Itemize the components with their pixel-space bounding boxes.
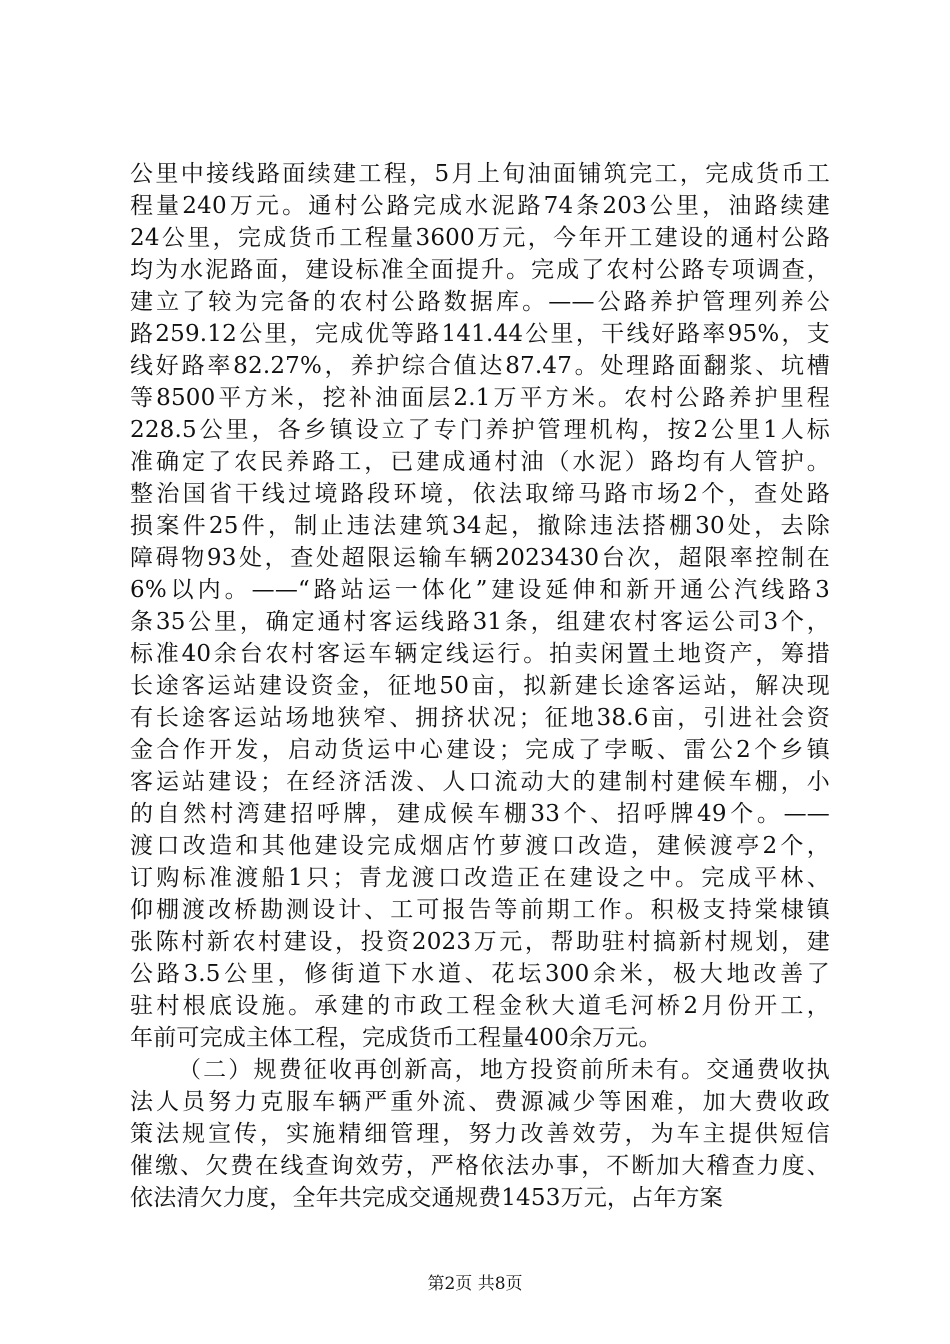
text-line: （二）规费征收再创新高，地方投资前所未有。交通费收执 (178, 1057, 830, 1083)
text-line: 228.5公里，各乡镇设立了专门养护管理机构，按2公里1人标 (130, 417, 830, 443)
text-line: 24公里，完成货币工程量3600万元，今年开工建设的通村公路 (130, 225, 830, 251)
text-line: 条35公里，确定通村客运线路31条，组建农村客运公司3个， (130, 609, 830, 635)
text-line: 整治国省干线过境路段环境，依法取缔马路市场2个，查处路 (130, 481, 830, 507)
page-footer: 第2页 共8页 (427, 1274, 523, 1294)
text-line: 订购标准渡船1只；青龙渡口改造正在建设之中。完成平林、 (130, 865, 830, 891)
text-line: 年前可完成主体工程，完成货币工程量400余万元。 (130, 1025, 662, 1051)
text-line: 均为水泥路面，建设标准全面提升。完成了农村公路专项调查， (130, 257, 830, 283)
text-line: 渡口改造和其他建设完成烟店竹萝渡口改造，建候渡亭2个， (130, 833, 830, 859)
text-line: 公里中接线路面续建工程，5月上旬油面铺筑完工，完成货币工 (130, 161, 830, 187)
text-line: 依法清欠力度，全年共完成交通规费1453万元，占年方案 (130, 1185, 723, 1211)
text-line: 的自然村湾建招呼牌，建成候车棚33个、招呼牌49个。—— (130, 801, 830, 827)
text-line: 张陈村新农村建设，投资2023万元，帮助驻村搞新村规划，建 (130, 929, 830, 955)
text-line: 催缴、欠费在线查询效劳，严格依法办事，不断加大稽查力度、 (130, 1153, 830, 1179)
text-line: 策法规宣传，实施精细管理，努力改善效劳，为车主提供短信 (130, 1121, 830, 1147)
text-line: 建立了较为完备的农村公路数据库。——公路养护管理列养公 (130, 289, 830, 315)
text-line: 标准40余台农村客运车辆定线运行。拍卖闲置土地资产，筹措 (130, 641, 830, 667)
text-line: 等8500平方米，挖补油面层2.1万平方米。农村公路养护里程 (130, 385, 830, 411)
text-line: 6%以内。——“路站运一体化”建设延伸和新开通公汽线路3 (130, 577, 830, 603)
text-line: 路259.12公里，完成优等路141.44公里，干线好路率95%，支 (130, 321, 830, 347)
text-line: 仰棚渡改桥勘测设计、工可报告等前期工作。积极支持棠棣镇 (130, 897, 830, 923)
text-line: 损案件25件，制止违法建筑34起，撤除违法搭棚30处，去除 (130, 513, 830, 539)
text-line: 准确定了农民养路工，已建成通村油（水泥）路均有人管护。 (130, 449, 830, 475)
text-line: 程量240万元。通村公路完成水泥路74条203公里，油路续建 (130, 193, 830, 219)
text-line: 驻村根底设施。承建的市政工程金秋大道毛河桥2月份开工， (130, 993, 830, 1019)
text-line: 有长途客运站场地狭窄、拥挤状况；征地38.6亩，引进社会资 (130, 705, 830, 731)
text-line: 公路3.5公里，修街道下水道、花坛300余米，极大地改善了 (130, 961, 830, 987)
text-line: 金合作开发，启动货运中心建设；完成了孛畈、雷公2个乡镇 (130, 737, 830, 763)
text-line: 线好路率82.27%，养护综合值达87.47。处理路面翻浆、坑槽 (130, 353, 830, 379)
text-line: 客运站建设；在经济活泼、人口流动大的建制村建候车棚，小 (130, 769, 830, 795)
body-text (130, 158, 830, 1214)
text-line: 长途客运站建设资金，征地50亩，拟新建长途客运站，解决现 (130, 673, 830, 699)
text-line: 障碍物93处，查处超限运输车辆2023430台次，超限率控制在 (130, 545, 830, 571)
text-line: 法人员努力克服车辆严重外流、费源减少等困难，加大费收政 (130, 1089, 830, 1115)
